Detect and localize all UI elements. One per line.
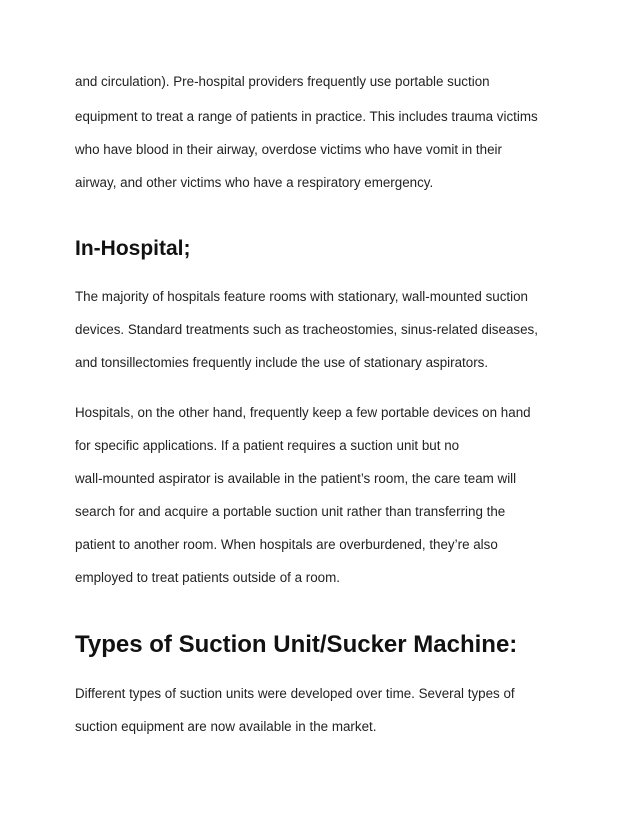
intro-line: equipment to treat a range of patients in practice. This includes trauma victims	[75, 109, 538, 124]
paragraph-line: employed to treat patients outside of a room.	[75, 570, 340, 585]
paragraph-line: search for and acquire a portable suction unit rather than transferring the	[75, 504, 506, 519]
section-heading-in-hospital: In-Hospital;	[75, 237, 191, 260]
paragraph-line: patient to another room. When hospitals are overburdened, they’re also	[75, 537, 498, 552]
paragraph-line: devices. Standard treatments such as tracheostomies, sinus-related diseases,	[75, 322, 538, 337]
intro-line: airway, and other victims who have a respiratory emergency.	[75, 175, 434, 190]
intro-line: who have blood in their airway, overdose victims who have vomit in their	[75, 142, 502, 157]
paragraph-line: wall-mounted aspirator is available in the patient’s room, the care team will	[75, 471, 517, 486]
paragraph-line: The majority of hospitals feature rooms with stationary, wall-mounted suction	[75, 289, 528, 304]
intro-line: and circulation). Pre-hospital providers frequently use portable suction	[75, 74, 490, 89]
paragraph-line: Hospitals, on the other hand, frequently keep a few portable devices on hand	[75, 405, 531, 420]
paragraph-line: for specific applications. If a patient requires a suction unit but no	[75, 438, 460, 453]
section-heading-types: Types of Suction Unit/Sucker Machine:	[75, 631, 518, 658]
paragraph-line: and tonsillectomies frequently include the use of stationary aspirators.	[75, 355, 489, 370]
paragraph-line: suction equipment are now available in the market.	[75, 719, 377, 734]
paragraph-line: Different types of suction units were developed over time. Several types of	[75, 686, 515, 701]
